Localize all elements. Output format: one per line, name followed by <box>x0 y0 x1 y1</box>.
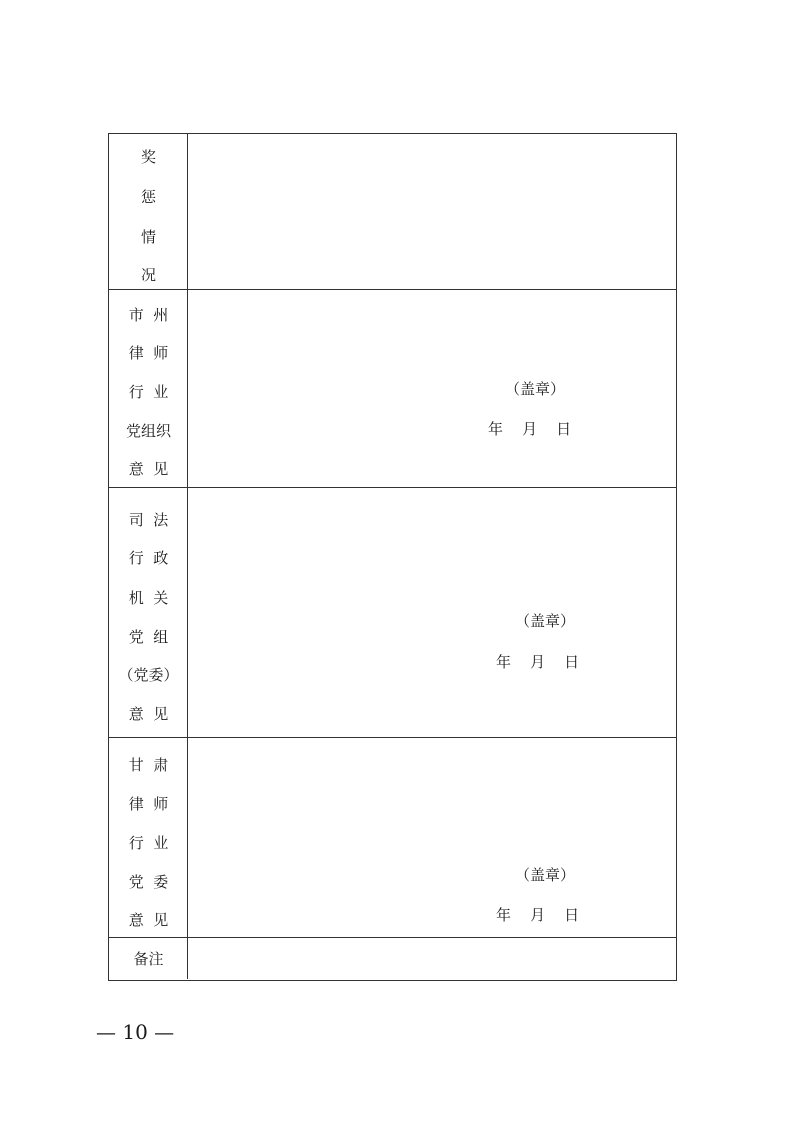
label-line: （党委） <box>118 666 179 684</box>
row-label <box>109 488 188 737</box>
label-line: 备注 <box>133 950 164 968</box>
page-number: — 10 — <box>96 1020 175 1044</box>
label-line: 律 师 <box>128 344 169 362</box>
row-rewards-punishments <box>109 134 676 290</box>
row-label <box>109 134 188 289</box>
label-line: 况 <box>140 266 156 284</box>
date-text: 年 月 日 <box>496 906 580 924</box>
seal-text: （盖章） <box>515 612 576 630</box>
label-line: 意 见 <box>128 460 169 478</box>
row-label <box>109 738 188 937</box>
label-line: 意 见 <box>128 911 169 929</box>
label-line: 司 法 <box>128 511 169 529</box>
row-label <box>109 938 188 979</box>
row-label <box>109 290 188 487</box>
label-line: 奖 <box>140 148 156 166</box>
label-line: 市 州 <box>128 306 169 324</box>
label-line: 行 业 <box>128 834 169 852</box>
row-city-party-opinion <box>109 290 676 488</box>
row-gansu-party-opinion <box>109 738 676 938</box>
content-field[interactable] <box>188 738 676 937</box>
label-line: 党组织 <box>125 422 171 440</box>
date-text: 年 月 日 <box>496 653 580 671</box>
label-line: 党 组 <box>128 628 169 646</box>
content-field[interactable] <box>188 290 676 487</box>
label-line: 行 政 <box>128 549 169 567</box>
label-line: 情 <box>140 228 156 246</box>
content-field[interactable] <box>188 488 676 737</box>
label-line: 惩 <box>140 188 156 206</box>
label-line: 甘 肃 <box>128 756 169 774</box>
seal-text: （盖章） <box>515 866 576 884</box>
label-line: 行 业 <box>128 383 169 401</box>
row-judicial-party-opinion <box>109 488 676 738</box>
label-line: 意 见 <box>128 705 169 723</box>
seal-text: （盖章） <box>505 380 566 398</box>
date-text: 年 月 日 <box>488 420 572 438</box>
form-table <box>108 133 677 981</box>
content-field[interactable] <box>188 938 676 979</box>
label-line: 党 委 <box>128 873 169 891</box>
content-field[interactable] <box>188 134 676 289</box>
label-line: 机 关 <box>128 589 169 607</box>
label-line: 律 师 <box>128 795 169 813</box>
row-remarks <box>109 938 676 979</box>
